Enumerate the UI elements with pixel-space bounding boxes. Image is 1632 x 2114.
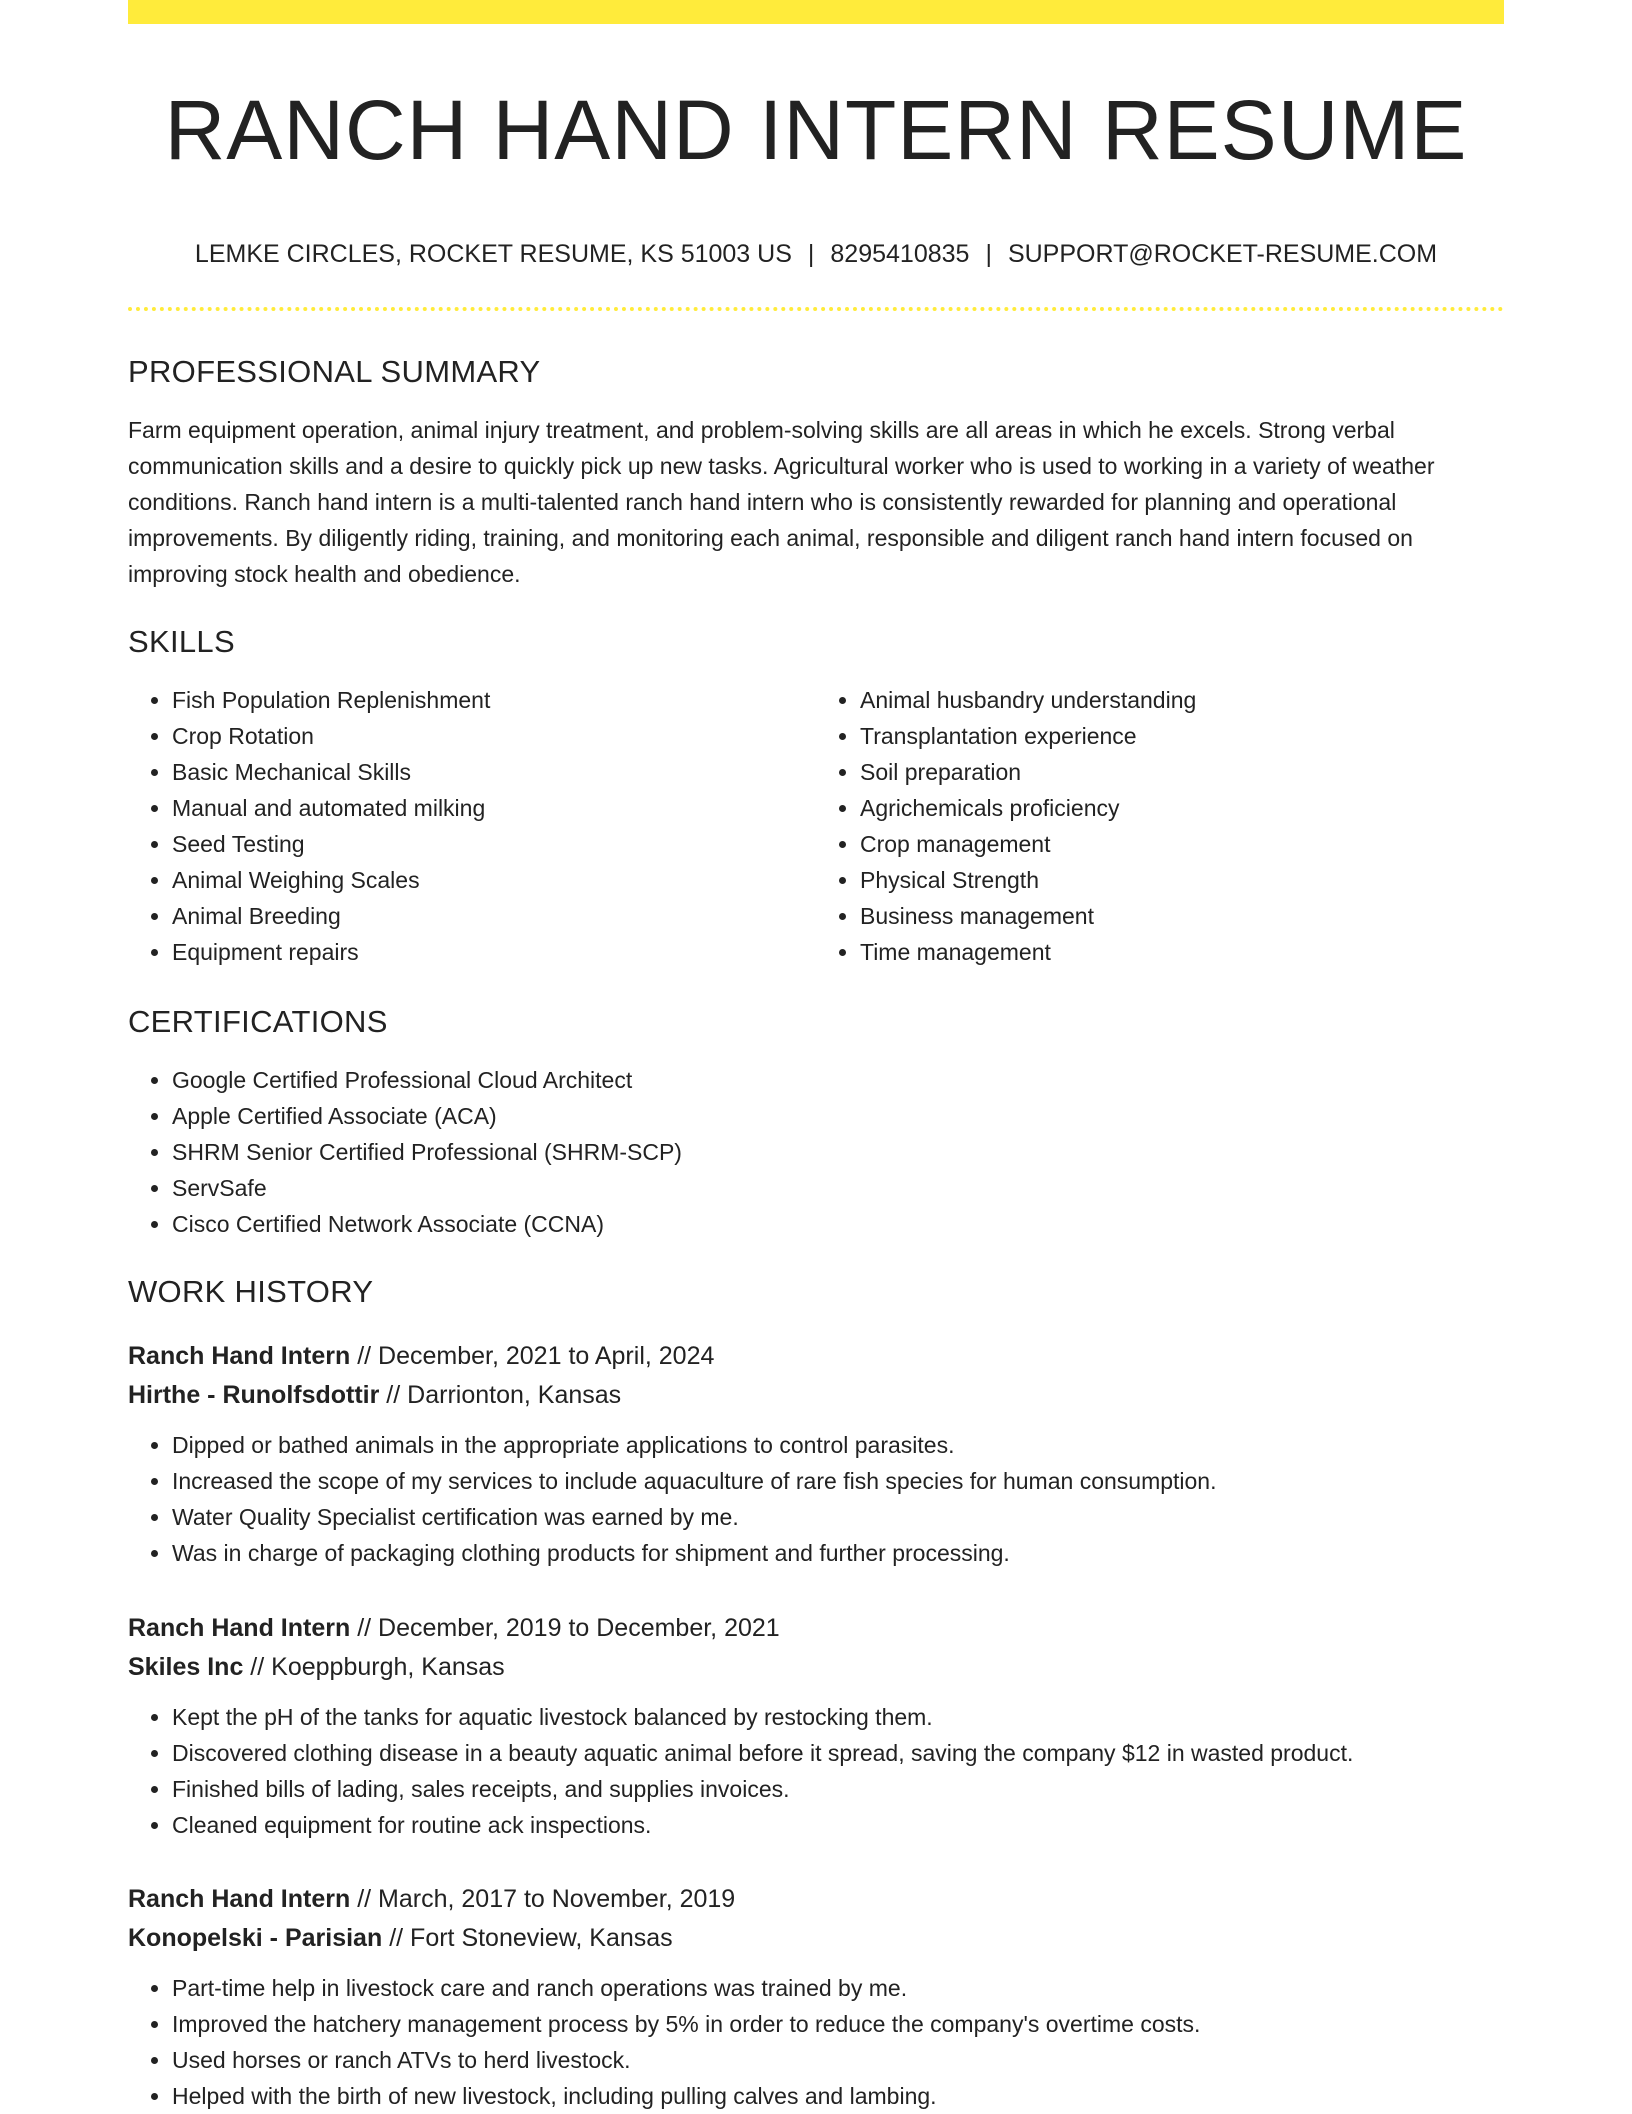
certification-item: • Apple Certified Associate (ACA) xyxy=(172,1098,1504,1134)
job-bullet: • Improved the hatchery management process by 5% in order to reduce the company's overtime costs. xyxy=(172,2006,1504,2042)
accent-bar xyxy=(128,0,1504,24)
work-history-section xyxy=(128,1272,1504,1312)
job-bullets xyxy=(128,1970,1504,2114)
contact-email: SUPPORT@ROCKET-RESUME.COM xyxy=(1007,240,1438,268)
job-bullet: • Water Quality Specialist certification was earned by me. xyxy=(172,1499,1504,1535)
job-separator: // xyxy=(350,1342,379,1370)
skills-heading: SKILLS xyxy=(128,624,235,659)
job-dates: December, 2021 to April, 2024 xyxy=(378,1342,715,1370)
skill-item: • Business management xyxy=(860,898,1504,934)
skill-item: • Animal Weighing Scales xyxy=(172,862,816,898)
skill-item: • Equipment repairs xyxy=(172,934,816,970)
skill-item: • Crop management xyxy=(860,826,1504,862)
certifications-section xyxy=(128,1002,1504,1242)
job-entry xyxy=(128,1609,1504,1843)
contact-separator: | xyxy=(807,240,815,268)
skill-item: • Crop Rotation xyxy=(172,718,816,754)
contact-address: LEMKE CIRCLES, ROCKET RESUME, KS 51003 US xyxy=(194,240,792,268)
job-bullets xyxy=(128,1699,1504,1843)
job-bullet: • Was in charge of packaging clothing products for shipment and further processing. xyxy=(172,1535,1504,1571)
certification-item: • ServSafe xyxy=(172,1170,1504,1206)
job-separator: // xyxy=(350,1614,379,1642)
job-separator: // xyxy=(379,1381,408,1409)
job-title: Ranch Hand Intern xyxy=(128,1614,351,1642)
job-location: Darrionton, Kansas xyxy=(407,1381,622,1409)
skill-item: • Manual and automated milking xyxy=(172,790,816,826)
skill-item: • Transplantation experience xyxy=(860,718,1504,754)
contact-separator: | xyxy=(985,240,992,268)
job-title: Ranch Hand Intern xyxy=(128,1342,351,1370)
certification-item: • Google Certified Professional Cloud Architect xyxy=(172,1062,1504,1098)
job-dates: March, 2017 to November, 2019 xyxy=(378,1885,736,1913)
skill-item: • Animal Breeding xyxy=(172,898,816,934)
skills-columns xyxy=(128,682,1504,970)
job-bullet: • Part-time help in livestock care and ranch operations was trained by me. xyxy=(172,1970,1504,2006)
job-bullet: • Used horses or ranch ATVs to herd livestock. xyxy=(172,2042,1504,2078)
certifications-list xyxy=(128,1062,1504,1242)
certification-item: • SHRM Senior Certified Professional (SHRM-SCP) xyxy=(172,1134,1504,1170)
skills-list-left xyxy=(128,682,816,970)
job-company: Skiles Inc xyxy=(128,1653,244,1681)
summary-section xyxy=(128,352,1504,592)
job-bullet: • Helped with the birth of new livestock, including pulling calves and lambing. xyxy=(172,2078,1504,2114)
resume-title: RANCH HAND INTERN RESUME xyxy=(164,83,1468,177)
skill-item: • Physical Strength xyxy=(860,862,1504,898)
job-bullet: • Dipped or bathed animals in the appropriate applications to control parasites. xyxy=(172,1427,1504,1463)
work-history-heading: WORK HISTORY xyxy=(128,1274,374,1309)
job-separator: // xyxy=(243,1653,272,1681)
contact-phone: 8295410835 xyxy=(830,240,970,268)
job-location: Koeppburgh, Kansas xyxy=(271,1653,505,1681)
skill-item: • Animal husbandry understanding xyxy=(860,682,1504,718)
job-separator: // xyxy=(350,1885,379,1913)
job-dates: December, 2019 to December, 2021 xyxy=(378,1614,780,1642)
job-company: Hirthe - Runolfsdottir xyxy=(128,1381,380,1409)
skills-section xyxy=(128,622,1504,970)
job-company: Konopelski - Parisian xyxy=(128,1924,383,1952)
job-title-line xyxy=(128,1609,1504,1648)
certifications-heading: CERTIFICATIONS xyxy=(128,1004,388,1039)
job-title-line xyxy=(128,1880,1504,1919)
job-bullets xyxy=(128,1427,1504,1571)
dotted-divider xyxy=(128,307,1504,311)
job-company-line xyxy=(128,1648,1504,1687)
summary-heading: PROFESSIONAL SUMMARY xyxy=(128,354,541,389)
certification-item: • Cisco Certified Network Associate (CCNA) xyxy=(172,1206,1504,1242)
skill-item: • Basic Mechanical Skills xyxy=(172,754,816,790)
job-separator: // xyxy=(382,1924,411,1952)
job-bullet: • Cleaned equipment for routine ack inspections. xyxy=(172,1807,1504,1843)
contact-line xyxy=(128,236,1504,272)
job-bullet: • Kept the pH of the tanks for aquatic livestock balanced by restocking them. xyxy=(172,1699,1504,1735)
skill-item: • Agrichemicals proficiency xyxy=(860,790,1504,826)
job-bullet: • Increased the scope of my services to include aquaculture of rare fish species for human consumption. xyxy=(172,1463,1504,1499)
job-entry xyxy=(128,1337,1504,1571)
skill-item: • Time management xyxy=(860,934,1504,970)
skill-item: • Fish Population Replenishment xyxy=(172,682,816,718)
skill-item: • Seed Testing xyxy=(172,826,816,862)
job-title: Ranch Hand Intern xyxy=(128,1885,351,1913)
job-title-line xyxy=(128,1337,1504,1376)
job-bullet: • Discovered clothing disease in a beauty aquatic animal before it spread, saving the company $12 in wasted product. xyxy=(172,1735,1504,1771)
job-location: Fort Stoneview, Kansas xyxy=(410,1924,673,1952)
skills-list-right xyxy=(816,682,1504,970)
job-entry xyxy=(128,1880,1504,2114)
job-company-line xyxy=(128,1919,1504,1958)
job-bullet: • Finished bills of lading, sales receipts, and supplies invoices. xyxy=(172,1771,1504,1807)
skill-item: • Soil preparation xyxy=(860,754,1504,790)
summary-text: Farm equipment operation, animal injury treatment, and problem-solving skills are all areas in which he excels. Strong verbal communication skills and a desire to quickly pick up new tasks. Agricultural worker who is used to working in a variety of weather conditions. Ranch hand intern is a multi-talented ranch hand intern who is consistently rewarded for planning and operational improvements. By diligently riding, training, and monitoring each animal, responsible and diligent ranch hand intern focused on improving stock health and obedience. xyxy=(128,417,1435,587)
job-company-line xyxy=(128,1376,1504,1415)
